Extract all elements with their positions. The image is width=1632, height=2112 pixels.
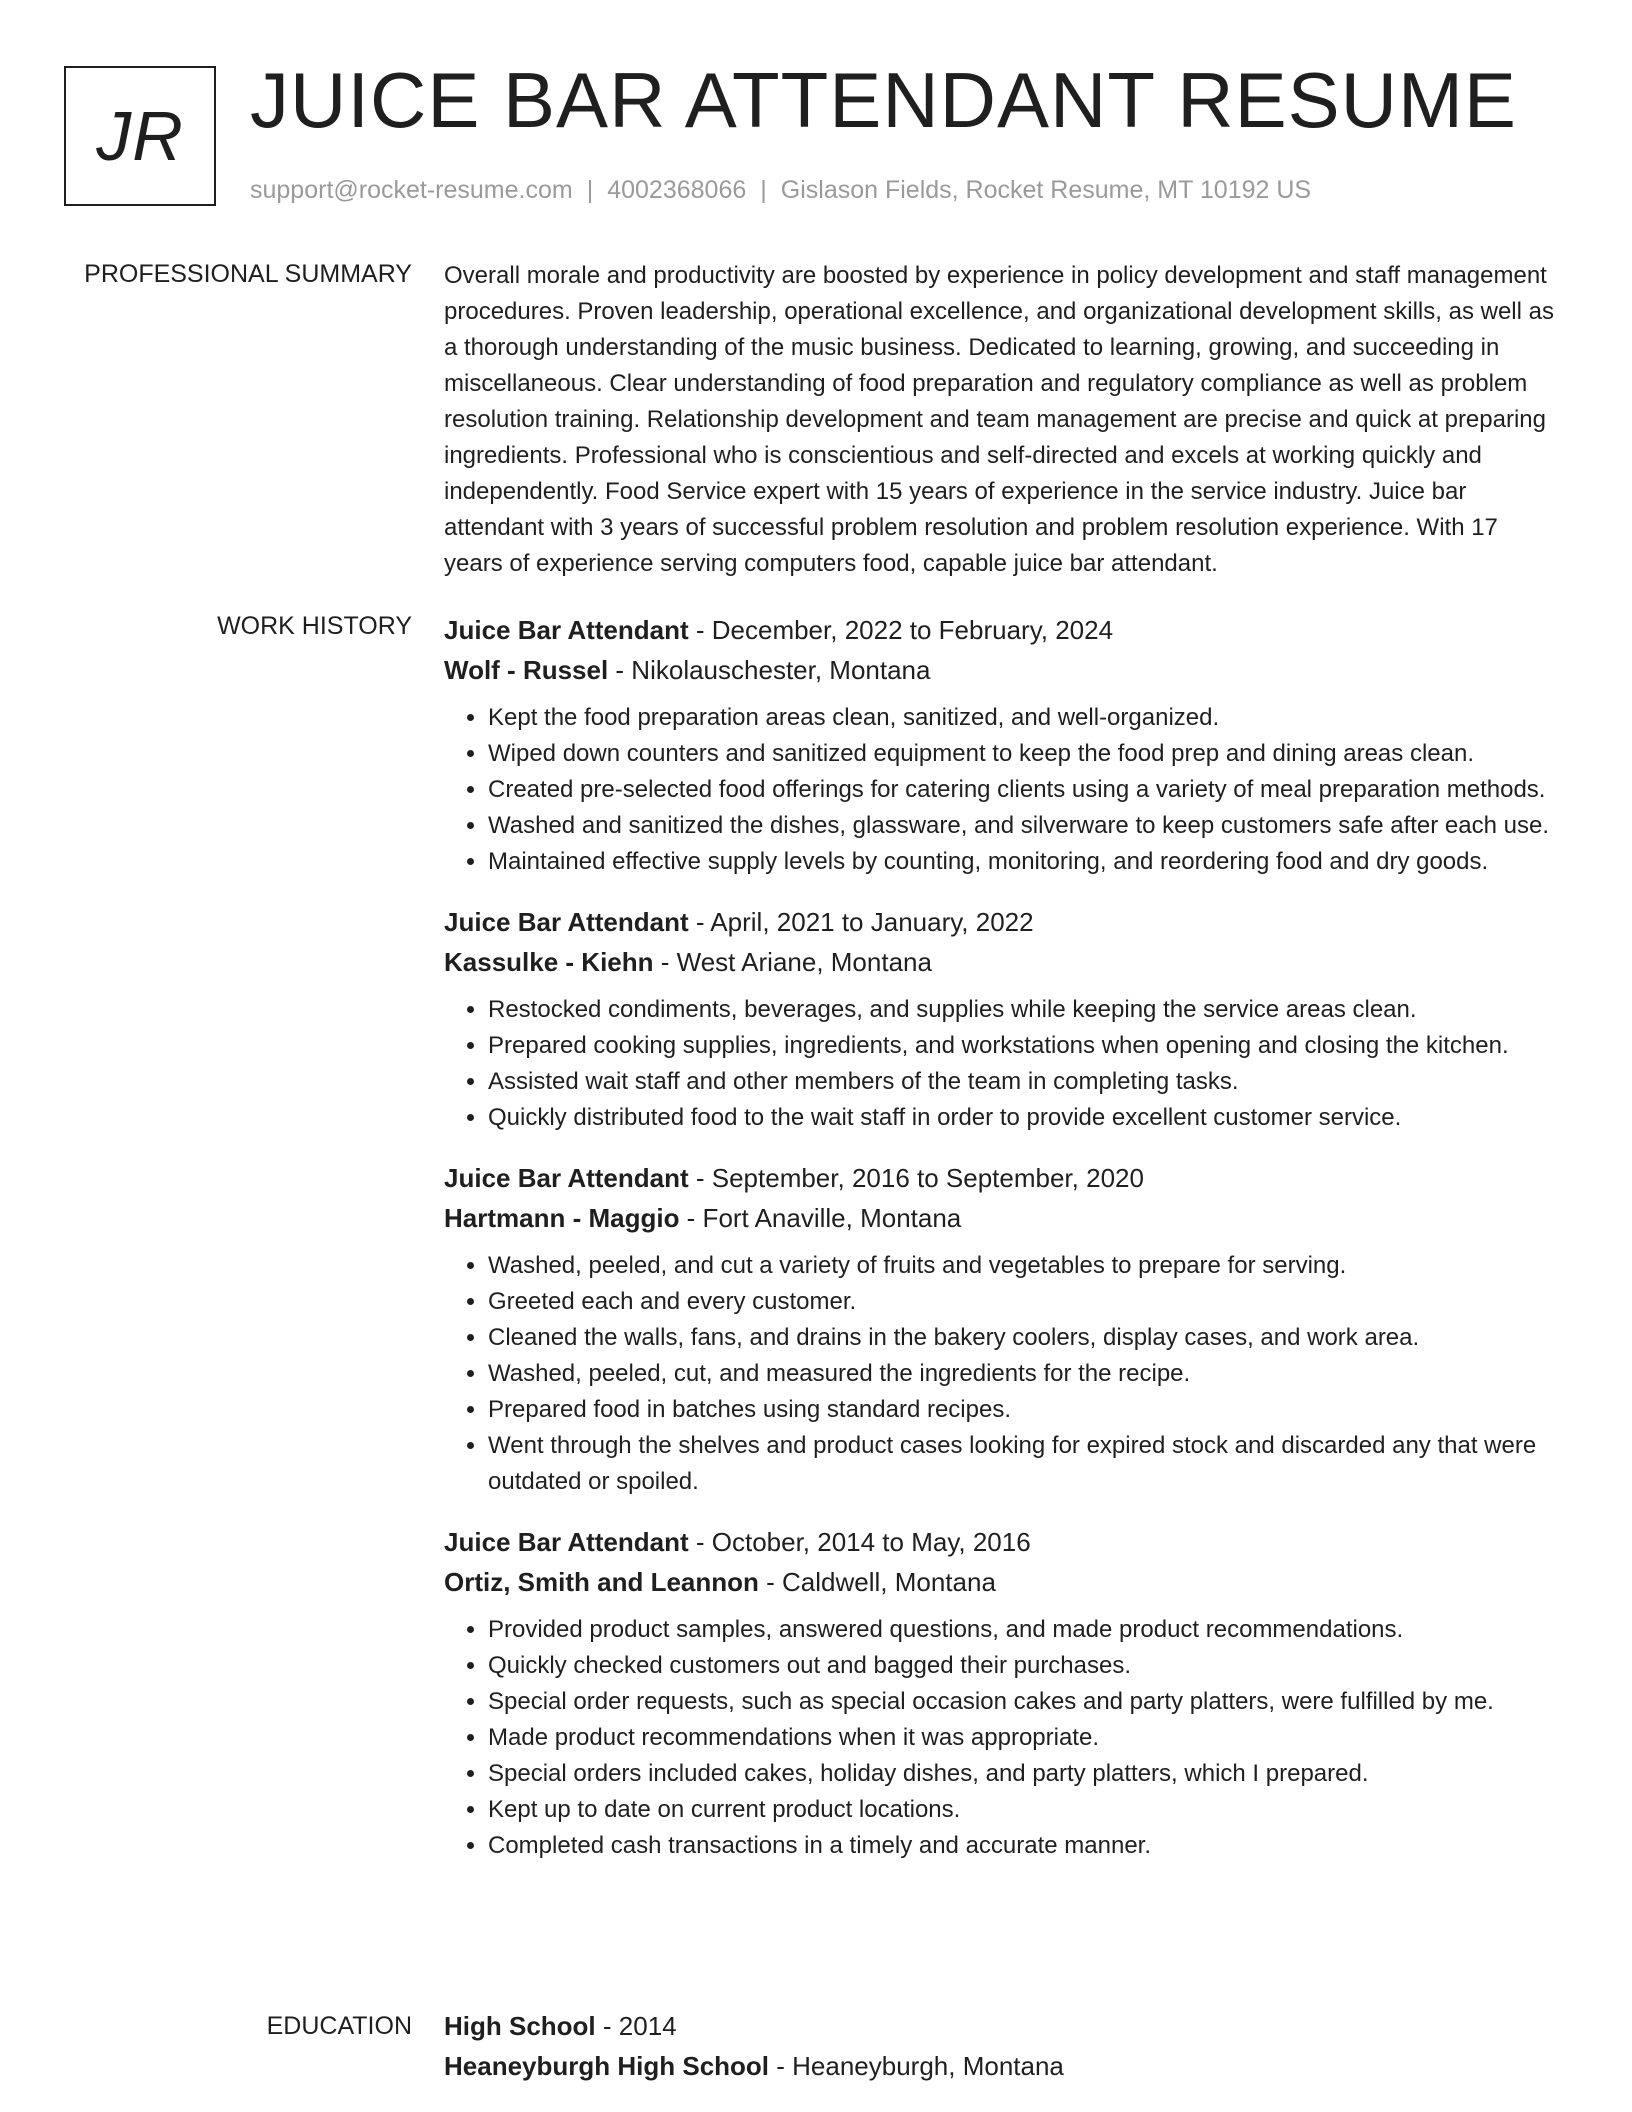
contact-address: Gislason Fields, Rocket Resume, MT 10192 US xyxy=(780,176,1312,204)
job-dates: - October, 2014 to May, 2016 xyxy=(688,1527,1031,1557)
job-company: Kassulke - Kiehn xyxy=(444,947,654,977)
contact-email: support@rocket-resume.com xyxy=(250,176,573,204)
job-company: Hartmann - Maggio xyxy=(444,1203,680,1233)
resume-title: JUICE BAR ATTENDANT RESUME xyxy=(250,56,1517,144)
job-title: Juice Bar Attendant xyxy=(444,907,689,937)
job-title-line xyxy=(444,902,1558,942)
job-bullet: • Special orders included cakes, holiday dishes, and party platters, which I prepared. xyxy=(488,1756,1558,1792)
job-bullet: • Provided product samples, answered questions, and made product recommendations. xyxy=(488,1612,1558,1648)
job-bullet: • Kept up to date on current product locations. xyxy=(488,1792,1558,1828)
job-bullet: • Greeted each and every customer. xyxy=(488,1284,1558,1320)
job-bullet: • Went through the shelves and product cases looking for expired stock and discarded any that were outdated or spoiled. xyxy=(488,1428,1558,1500)
job-title-line xyxy=(444,1522,1558,1562)
contact-phone: 4002368066 xyxy=(607,176,747,204)
job-company: Wolf - Russel xyxy=(444,655,609,685)
work-history-body xyxy=(444,610,1558,1886)
job-company-line xyxy=(444,942,1558,982)
job-bullets xyxy=(444,1248,1558,1500)
education-location: - Heaneyburgh, Montana xyxy=(769,2051,1064,2081)
job-bullet: • Washed and sanitized the dishes, glassware, and silverware to keep customers safe after each use. xyxy=(488,808,1558,844)
job-company: Ortiz, Smith and Leannon xyxy=(444,1567,759,1597)
job-bullet: • Prepared food in batches using standard recipes. xyxy=(488,1392,1558,1428)
job-bullet: • Assisted wait staff and other members of the team in completing tasks. xyxy=(488,1064,1558,1100)
job-bullet: • Restocked condiments, beverages, and supplies while keeping the service areas clean. xyxy=(488,992,1558,1028)
job-dates: - September, 2016 to September, 2020 xyxy=(688,1163,1144,1193)
job-bullet: • Quickly distributed food to the wait staff in order to provide excellent customer service. xyxy=(488,1100,1558,1136)
job-company-line xyxy=(444,1562,1558,1602)
monogram-initials: JR xyxy=(96,97,184,175)
job-title: Juice Bar Attendant xyxy=(444,615,689,645)
education-body xyxy=(444,2006,1558,2086)
job-title-line xyxy=(444,610,1558,650)
job-bullet: • Special order requests, such as special occasion cakes and party platters, were fulfilled by me. xyxy=(488,1684,1558,1720)
job-entry xyxy=(444,902,1558,1136)
job-bullet: • Completed cash transactions in a timely and accurate manner. xyxy=(488,1828,1558,1864)
job-bullet: • Quickly checked customers out and bagged their purchases. xyxy=(488,1648,1558,1684)
job-entry xyxy=(444,1158,1558,1500)
job-dates: - December, 2022 to February, 2024 xyxy=(688,615,1114,645)
education-degree: High School xyxy=(444,2011,596,2041)
job-bullet: • Kept the food preparation areas clean, sanitized, and well-organized. xyxy=(488,700,1558,736)
contact-separator: | xyxy=(760,176,767,204)
job-bullet: • Washed, peeled, cut, and measured the ingredients for the recipe. xyxy=(488,1356,1558,1392)
summary-label: PROFESSIONAL SUMMARY xyxy=(84,260,412,288)
job-location: - Fort Anaville, Montana xyxy=(679,1203,962,1233)
job-bullet: • Maintained effective supply levels by counting, monitoring, and reordering food and dry goods. xyxy=(488,844,1558,880)
job-bullet: • Cleaned the walls, fans, and drains in the bakery coolers, display cases, and work area. xyxy=(488,1320,1558,1356)
job-bullets xyxy=(444,1612,1558,1864)
contact-separator: | xyxy=(586,176,594,204)
job-entry xyxy=(444,610,1558,880)
monogram-logo xyxy=(64,66,216,206)
job-entry xyxy=(444,1522,1558,1864)
job-location: - West Ariane, Montana xyxy=(653,947,932,977)
job-bullet: • Made product recommendations when it was appropriate. xyxy=(488,1720,1558,1756)
job-title: Juice Bar Attendant xyxy=(444,1527,689,1557)
contact-line xyxy=(250,174,1311,207)
job-title-line xyxy=(444,1158,1558,1198)
job-bullet: • Prepared cooking supplies, ingredients, and workstations when opening and closing the kitchen. xyxy=(488,1028,1558,1064)
summary-text: Overall morale and productivity are boosted by experience in policy development and staff management procedures. Proven leadership, operational excellence, and organizational development skills, as well as a thorough understanding of the music business. Dedicated to learning, growing, and succeeding in miscellaneous. Clear understanding of food preparation and regulatory compliance as well as problem resolution training. Relationship development and team management are precise and quick at preparing ingredients. Professional who is conscientious and self-directed and excels at working quickly and independently. Food Service expert with 15 years of experience in the service industry. Juice bar attendant with 3 years of successful problem resolution and problem resolution experience. With 17 years of experience serving computers food, capable juice bar attendant. xyxy=(444,262,1554,577)
job-location: - Nikolauschester, Montana xyxy=(608,655,931,685)
education-label: EDUCATION xyxy=(266,2012,412,2040)
job-dates: - April, 2021 to January, 2022 xyxy=(688,907,1034,937)
job-bullets xyxy=(444,992,1558,1136)
job-location: - Caldwell, Montana xyxy=(758,1567,996,1597)
summary-body xyxy=(444,258,1558,582)
education-degree-line xyxy=(444,2006,1558,2046)
job-bullet: • Wiped down counters and sanitized equipment to keep the food prep and dining areas clean. xyxy=(488,736,1558,772)
job-company-line xyxy=(444,650,1558,690)
education-year: - 2014 xyxy=(595,2011,677,2041)
job-title: Juice Bar Attendant xyxy=(444,1163,689,1193)
job-company-line xyxy=(444,1198,1558,1238)
job-bullet: • Created pre-selected food offerings for catering clients using a variety of meal preparation methods. xyxy=(488,772,1558,808)
job-bullets xyxy=(444,700,1558,880)
work-history-label: WORK HISTORY xyxy=(217,612,412,640)
job-bullet: • Washed, peeled, and cut a variety of fruits and vegetables to prepare for serving. xyxy=(488,1248,1558,1284)
education-school-line xyxy=(444,2046,1558,2086)
education-school: Heaneyburgh High School xyxy=(444,2051,770,2081)
